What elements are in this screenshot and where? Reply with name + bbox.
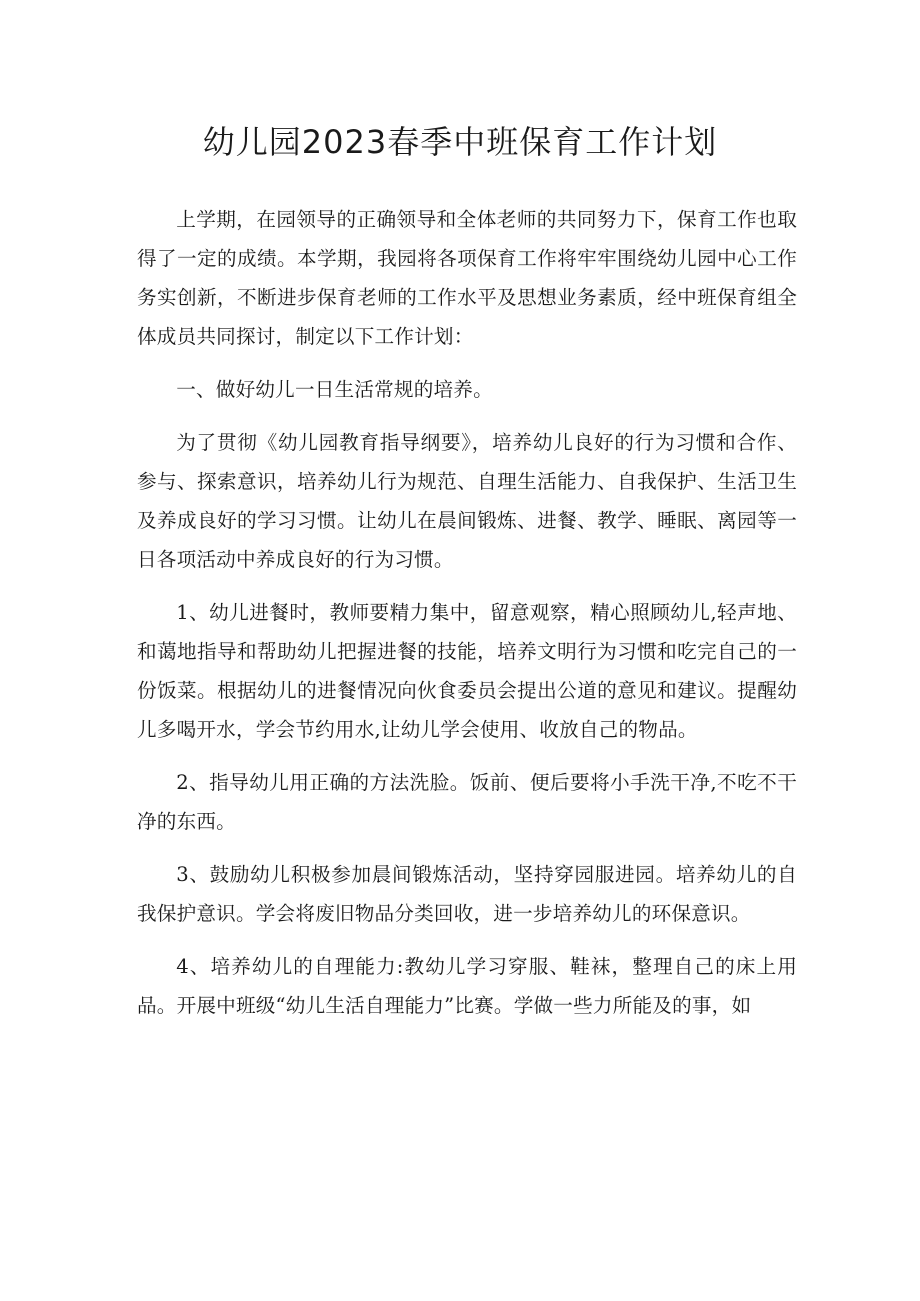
paragraph-section-1: 为了贯彻《幼儿园教育指导纲要》，培养幼儿良好的行为习惯和合作、参与、探索意识，培养幼儿行为规范、自理生活能力、自我保护、生活卫生及养成良好的学习习惯。让幼儿在晨间锻炼、进餐、教学、睡眠、离园等一日各项活动中养成良好的行为习惯。 <box>137 431 797 571</box>
list-item-1: 1、幼儿进餐时，教师要精力集中，留意观察，精心照顾幼儿,轻声地、和蔼地指导和帮助幼儿把握进餐的技能，培养文明行为习惯和吃完自己的一份饭菜。根据幼儿的进餐情况向伙食委员会提出公道的意见和建议。提醒幼儿多喝开水，学会节约用水,让幼儿学会使用、收放自己的物品。 <box>137 601 797 741</box>
list-item-4: 4、培养幼儿的自理能力:教幼儿学习穿服、鞋袜，整理自己的床上用品。开展中班级“幼儿生活自理能力”比赛。学做一些力所能及的事，如 <box>137 955 797 1017</box>
list-item-3: 3、鼓励幼儿积极参加晨间锻炼活动，坚持穿园服进园。培养幼儿的自我保护意识。学会将废旧物品分类回收，进一步培养幼儿的环保意识。 <box>137 863 797 925</box>
document-title: 幼儿园2023春季中班保育工作计划 <box>202 123 718 161</box>
list-item-2: 2、指导幼儿用正确的方法洗脸。饭前、便后要将小手洗干净,不吃不干净的东西。 <box>137 771 797 833</box>
section-heading-1: 一、做好幼儿一日生活常规的培养。 <box>176 378 493 401</box>
document-body <box>137 200 797 1039</box>
paragraph-intro: 上学期，在园领导的正确领导和全体老师的共同努力下，保育工作也取得了一定的成绩。本学期，我园将各项保育工作将牢牢围绕幼儿园中心工作务实创新，不断进步保育老师的工作水平及思想业务素质，经中班保育组全体成员共同探讨，制定以下工作计划： <box>137 208 797 348</box>
